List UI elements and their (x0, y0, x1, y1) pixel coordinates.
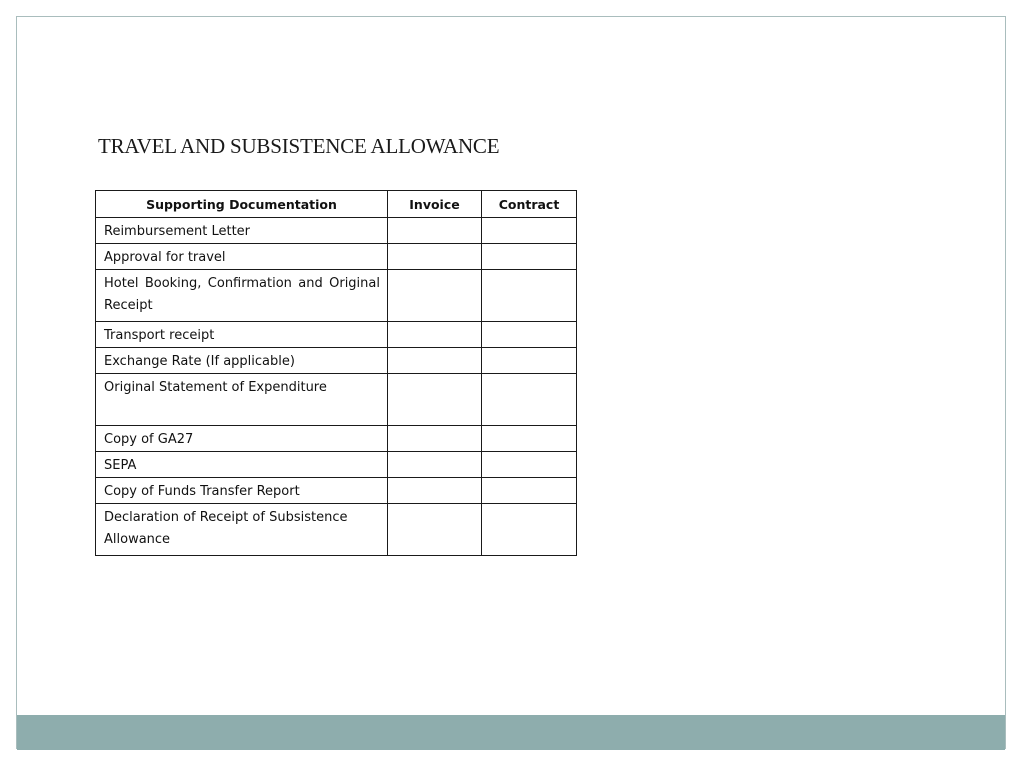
invoice-cell (388, 452, 482, 478)
contract-cell (482, 504, 577, 556)
invoice-cell (388, 426, 482, 452)
table-row (96, 322, 577, 348)
invoice-cell (388, 504, 482, 556)
column-header-invoice: Invoice (388, 191, 482, 218)
contract-cell (482, 348, 577, 374)
table-row (96, 478, 577, 504)
table-row (96, 426, 577, 452)
row-label: Declaration of Receipt of Subsistence Allowance (104, 510, 348, 547)
table-row (96, 270, 577, 322)
contract-cell (482, 374, 577, 426)
table-header-row (96, 191, 577, 218)
row-label-cell (96, 426, 388, 452)
contract-cell (482, 452, 577, 478)
table-row (96, 348, 577, 374)
row-label: Approval for travel (104, 250, 226, 265)
contract-cell (482, 244, 577, 270)
row-label-cell (96, 478, 388, 504)
column-header-contract: Contract (482, 191, 577, 218)
invoice-cell (388, 218, 482, 244)
contract-cell (482, 218, 577, 244)
invoice-cell (388, 244, 482, 270)
row-label-cell (96, 504, 388, 556)
table-row (96, 218, 577, 244)
row-label: Copy of Funds Transfer Report (104, 484, 300, 499)
page-title: TRAVEL AND SUBSISTENCE ALLOWANCE (98, 134, 500, 158)
table-row (96, 374, 577, 426)
table-row (96, 452, 577, 478)
contract-cell (482, 322, 577, 348)
row-label-cell (96, 374, 388, 426)
footer-bar (17, 715, 1005, 750)
row-label: Reimbursement Letter (104, 224, 251, 239)
contract-cell (482, 426, 577, 452)
row-label-cell (96, 218, 388, 244)
row-label: Copy of GA27 (104, 432, 194, 447)
row-label: Hotel Booking, Confirmation and Original Receipt (104, 276, 380, 313)
row-label: Original Statement of Expenditure (104, 380, 327, 395)
row-label: Transport receipt (104, 328, 215, 343)
row-label-cell (96, 348, 388, 374)
row-label: Exchange Rate (If applicable) (104, 354, 295, 369)
contract-cell (482, 270, 577, 322)
invoice-cell (388, 322, 482, 348)
invoice-cell (388, 374, 482, 426)
row-label-cell (96, 270, 388, 322)
contract-cell (482, 478, 577, 504)
row-label: SEPA (104, 458, 137, 473)
row-label-cell (96, 452, 388, 478)
row-label-cell (96, 322, 388, 348)
row-label-cell (96, 244, 388, 270)
invoice-cell (388, 478, 482, 504)
table-row (96, 504, 577, 556)
column-header-supporting-documentation: Supporting Documentation (96, 191, 388, 218)
table-row (96, 244, 577, 270)
invoice-cell (388, 348, 482, 374)
invoice-cell (388, 270, 482, 322)
supporting-documentation-table (95, 190, 577, 556)
